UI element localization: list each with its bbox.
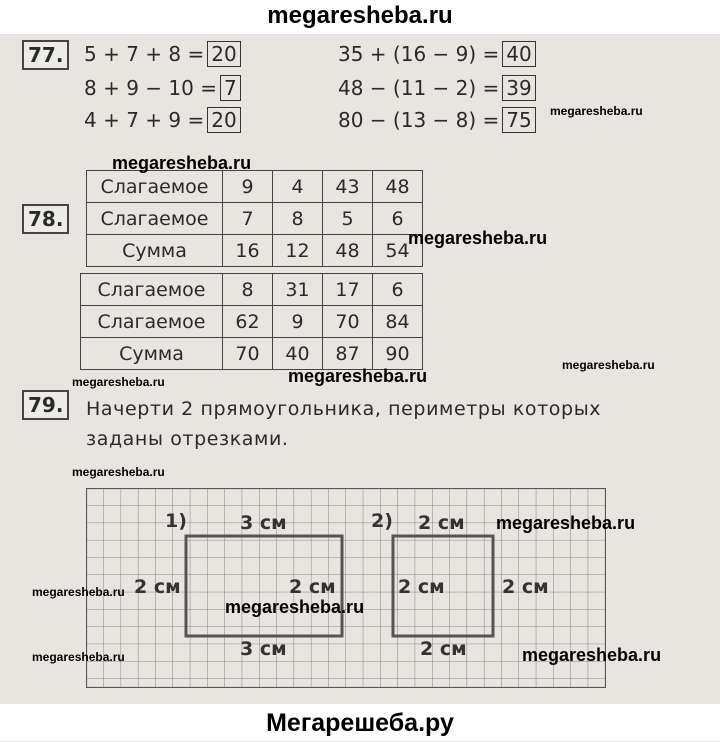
table-row bbox=[87, 203, 423, 235]
table-cell: 70 bbox=[223, 338, 273, 370]
table-cell: 90 bbox=[373, 338, 423, 370]
sum-table-2 bbox=[80, 273, 423, 370]
watermark: megaresheba.ru bbox=[112, 153, 252, 173]
task-77-number: 77. bbox=[22, 40, 69, 70]
table-cell: 9 bbox=[273, 306, 323, 338]
site-header-text: megaresheba.ru bbox=[267, 2, 453, 29]
eq-expression: 8 + 9 − 10 = bbox=[84, 76, 217, 100]
table-cell: 8 bbox=[273, 203, 323, 235]
rect-2-marker: 2) bbox=[371, 510, 393, 532]
rect-1-marker: 1) bbox=[165, 510, 187, 532]
table-cell: 16 bbox=[223, 235, 273, 267]
task-77-eq-1 bbox=[84, 40, 241, 68]
watermark: megaresheba.ru bbox=[550, 104, 643, 118]
watermark: megaresheba.ru bbox=[562, 358, 655, 372]
watermark: megaresheba.ru bbox=[72, 375, 165, 389]
task-79-number: 79. bbox=[22, 390, 69, 420]
eq-answer: 20 bbox=[207, 41, 240, 67]
watermark: megaresheba.ru bbox=[408, 228, 548, 248]
site-footer bbox=[0, 704, 720, 741]
eq-expression: 5 + 7 + 8 = bbox=[84, 42, 205, 66]
eq-answer: 75 bbox=[502, 107, 535, 133]
table-cell: 31 bbox=[273, 274, 323, 306]
table-row bbox=[87, 171, 423, 203]
task-77-eq-5 bbox=[338, 74, 536, 102]
watermark: megaresheba.ru bbox=[32, 650, 125, 664]
task-79-text: Начерти 2 прямоугольника, периметры которых заданы отрезками. bbox=[86, 398, 602, 450]
site-header bbox=[0, 0, 720, 34]
table-cell: 62 bbox=[223, 306, 273, 338]
rect-1-bottom-label: 3 см bbox=[240, 638, 287, 660]
task-78-number: 78. bbox=[22, 204, 69, 234]
row-label: Слагаемое bbox=[81, 306, 223, 338]
table-cell: 43 bbox=[323, 171, 373, 203]
table-row bbox=[81, 274, 423, 306]
table-cell: 5 bbox=[323, 203, 373, 235]
watermark: megaresheba.ru bbox=[32, 585, 125, 599]
table-cell: 7 bbox=[223, 203, 273, 235]
task-77-eq-4 bbox=[338, 40, 536, 68]
eq-expression: 4 + 7 + 9 = bbox=[84, 108, 205, 132]
table-row bbox=[87, 235, 423, 267]
eq-answer: 20 bbox=[207, 107, 240, 133]
row-label: Слагаемое bbox=[87, 171, 223, 203]
row-label: Слагаемое bbox=[87, 203, 223, 235]
row-label: Сумма bbox=[87, 235, 223, 267]
sum-table-1 bbox=[86, 170, 423, 267]
rect-2-right-label: 2 см bbox=[502, 576, 549, 598]
watermark: megaresheba.ru bbox=[288, 366, 428, 386]
table-row bbox=[81, 306, 423, 338]
task-77-eq-2 bbox=[84, 74, 241, 102]
eq-answer: 39 bbox=[502, 75, 535, 101]
table-cell: 9 bbox=[223, 171, 273, 203]
eq-expression: 80 − (13 − 8) = bbox=[338, 108, 500, 132]
watermark: megaresheba.ru bbox=[496, 513, 636, 533]
site-footer-text: Мегарешеба.ру bbox=[266, 709, 454, 737]
table-cell: 12 bbox=[273, 235, 323, 267]
watermark: megaresheba.ru bbox=[522, 645, 662, 665]
table-cell: 4 bbox=[273, 171, 323, 203]
table-cell: 6 bbox=[373, 203, 423, 235]
table-cell: 48 bbox=[323, 235, 373, 267]
rect-1-left-label: 2 см bbox=[134, 576, 181, 598]
rect-2-bottom-label: 2 см bbox=[420, 638, 467, 660]
table-cell: 40 bbox=[273, 338, 323, 370]
table-cell: 48 bbox=[373, 171, 423, 203]
eq-answer: 40 bbox=[502, 41, 535, 67]
task-77-eq-3 bbox=[84, 106, 241, 134]
table-cell: 84 bbox=[373, 306, 423, 338]
eq-expression: 35 + (16 − 9) = bbox=[338, 42, 500, 66]
watermark: megaresheba.ru bbox=[225, 597, 365, 617]
rect-2-top-label: 2 см bbox=[418, 512, 465, 534]
table-cell: 70 bbox=[323, 306, 373, 338]
eq-expression: 48 − (11 − 2) = bbox=[338, 76, 500, 100]
row-label: Сумма bbox=[81, 338, 223, 370]
rect-1-top-label: 3 см bbox=[240, 512, 287, 534]
rect-1-right-label: 2 см bbox=[289, 576, 336, 598]
task-77-eq-6 bbox=[338, 106, 536, 134]
table-cell: 8 bbox=[223, 274, 273, 306]
eq-answer: 7 bbox=[220, 75, 241, 101]
table-cell: 54 bbox=[373, 235, 423, 267]
row-label: Слагаемое bbox=[81, 274, 223, 306]
rect-2-left-label: 2 см bbox=[398, 576, 445, 598]
watermark: megaresheba.ru bbox=[72, 465, 165, 479]
table-row bbox=[81, 338, 423, 370]
table-cell: 6 bbox=[373, 274, 423, 306]
table-cell: 17 bbox=[323, 274, 373, 306]
table-cell: 87 bbox=[323, 338, 373, 370]
